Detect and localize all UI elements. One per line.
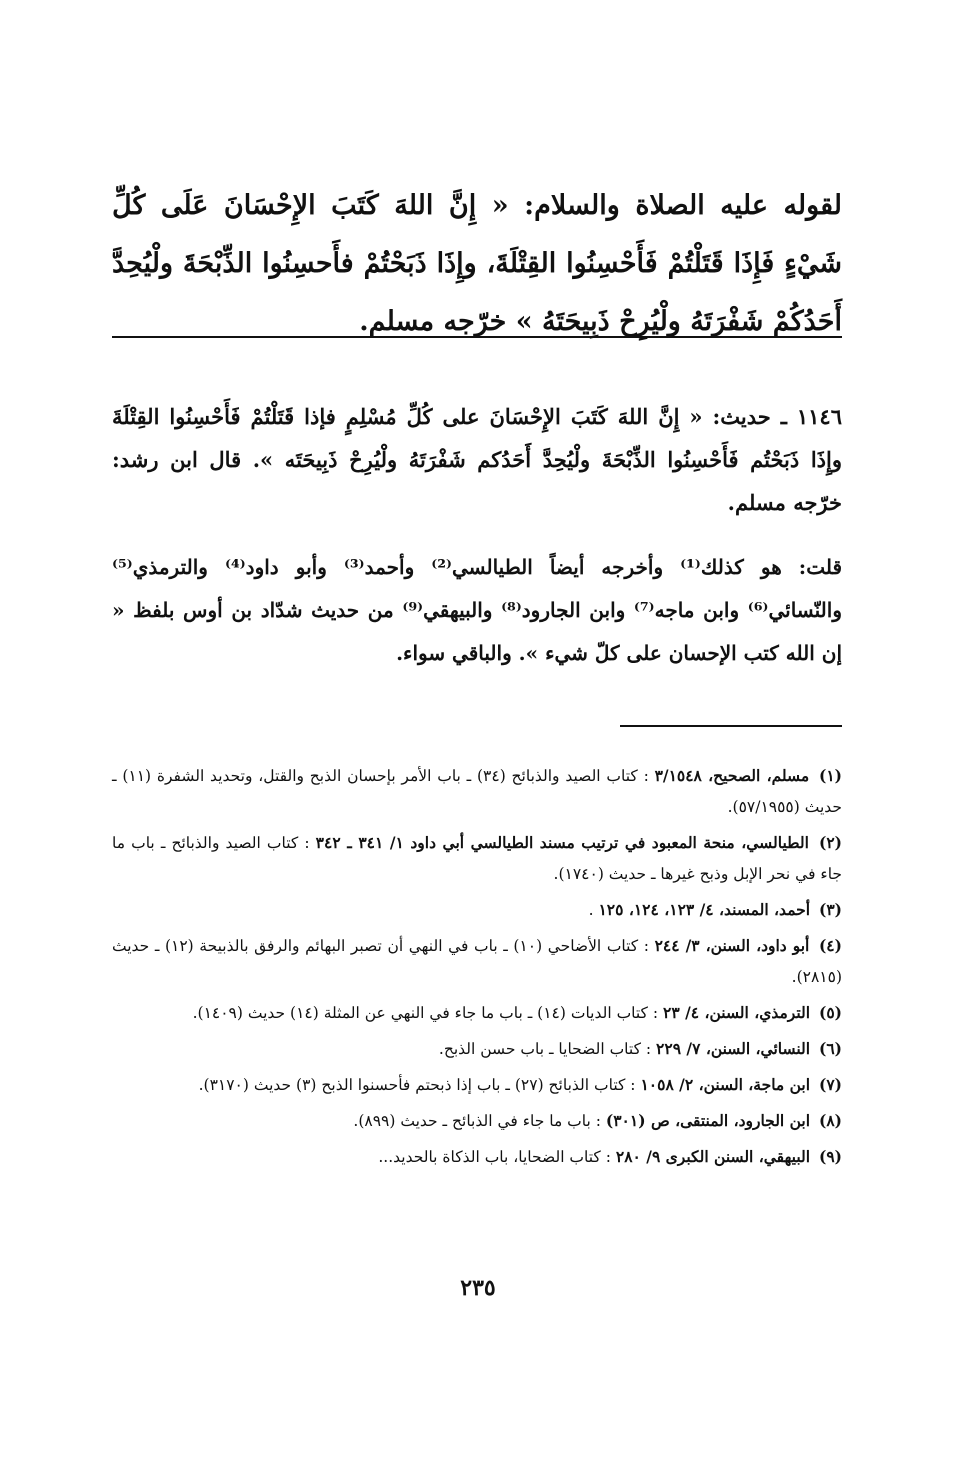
footnote-number: (١) (818, 766, 842, 785)
footnotes-list (112, 760, 842, 1177)
footnote-text: : كتاب الديات (١٤) ـ باب ما جاء في النهي عن المثلة (١٤) حديث (١٤٠٩). (192, 1004, 659, 1022)
footnote-source: الترمذي، السنن، ٤/ ٢٣ (663, 1003, 811, 1022)
footnote-text: : كتاب الذبائح (٢٧) ـ باب إذا ذبحتم فأحسنوا الذبح (٣) حديث (٣١٧٠). (198, 1076, 636, 1094)
footnote-number: (٨) (818, 1111, 842, 1130)
footnote-item (112, 760, 842, 823)
footnote-source: مسلم، الصحيح، ٣/١٥٤٨ (654, 766, 810, 785)
footnote-item (112, 1105, 842, 1137)
footnote-number: (٧) (818, 1075, 842, 1094)
footnote-number: (٥) (818, 1003, 842, 1022)
footnote-source: البيهقي، السنن الكبرى ٩/ ٢٨٠ (615, 1147, 811, 1166)
footnote-number: (٢) (818, 833, 842, 852)
footnote-source: ابن الجارود، المنتقى، ص (٣٠١) (605, 1111, 811, 1130)
hadith-entry-paragraph: ١١٤٦ ـ حديث: « إِنَّ اللهَ كَتَبَ الإِحْسَانَ على كُلِّ مُسْلِمٍ فإذا قَتَلْتُمْ فَأَحْسِنُوا القِتْلَةَ وإِذَا ذَبَحْتُم فَأَحْسِنُوا الذِّبْحَةَ ولْيُحِدَّ أَحَدُكم شَفْرَتَهُ ولْيُرِحْ ذَبِيحَتَه ». قال ابن رشد: خرّجه مسلم. (112, 404, 842, 515)
footnote-number: (٩) (818, 1147, 842, 1166)
footnote-text: : كتاب الضحايا، باب الذكاة بالحديد... (378, 1148, 611, 1166)
footnote-source: ابن ماجة، السنن، ٢/ ١٠٥٨ (640, 1075, 811, 1094)
footnote-item (112, 1141, 842, 1173)
footnote-source: أحمد، المسند، ٤/ ١٢٣، ١٢٤، ١٢٥ (598, 900, 811, 919)
footnote-divider (620, 725, 842, 727)
section-divider (112, 336, 842, 338)
footnote-text: : كتاب الصيد والذبائح (٣٤) ـ باب الأمر بإحسان الذبح والقتل، وتحديد الشفرة (١١) ـ حديث (٥٧/١٩٥٥). (112, 767, 842, 816)
footnote-item (112, 997, 842, 1029)
footnote-text: : كتاب الصيد والذبائح ـ باب ما جاء في نحر الإبل وذبح غيرها ـ حديث (١٧٤٠). (112, 834, 842, 883)
footnote-source: الطيالسي، منحة المعبود في ترتيب مسند الطيالسي أبي داود ١/ ٣٤١ ـ ٣٤٢ (315, 833, 809, 852)
footnote-item (112, 894, 842, 926)
footnote-item (112, 827, 842, 890)
footnote-number: (٤) (818, 936, 842, 955)
commentary-paragraph: قلت: هو كذلك⁽¹⁾ وأخرجه أيضاً الطيالسي⁽²⁾ وأحمد⁽³⁾ وأبو داود⁽⁴⁾ والترمذي⁽⁵⁾ والنّسائي⁽⁶⁾ وابن ماجه⁽⁷⁾ وابن الجارود⁽⁸⁾ والبيهقي⁽⁹⁾ من حديث شدّاد بن أوس بلفظ « إن الله كتب الإحسان على كلّ شيء ». والباقي سواء. (112, 555, 843, 665)
footnote-number: (٦) (818, 1039, 842, 1058)
footnote-source: أبو داود، السنن، ٣/ ٢٤٤ (654, 936, 810, 955)
footnote-item (112, 1033, 842, 1065)
footnote-item (112, 1069, 842, 1101)
page-number: ٢٣٥ (460, 1275, 496, 1301)
footnote-item (112, 930, 842, 993)
footnote-number: (٣) (818, 900, 842, 919)
footnote-text: : كتاب الأضاحي (١٠) ـ باب في النهي أن تصبر البهائم والرفق بالذبيحة (١٢) ـ حديث (٢٨١٥). (112, 937, 842, 986)
footnote-text: : باب ما جاء في الذبائح ـ حديث (٨٩٩). (353, 1112, 601, 1130)
footnote-text: . (588, 901, 594, 919)
intro-paragraph: لقوله عليه الصلاة والسلام: « إِنَّ اللهَ كَتَبَ الإِحْسَانَ عَلَى كُلِّ شَيْءٍ فَإِذَا قَتَلْتُمْ فَأَحْسِنُوا القِتْلَةَ، وإِذَا ذَبَحْتُمْ فأَحسِنُوا الذِّبْحَةَ ولْيُحِدَّ أَحَدُكُمْ شَفْرَتَهُ ولْيُرِحْ ذَبِيحَتَهُ » خرّجه مسلم. (112, 190, 842, 337)
footnote-text: : كتاب الضحايا ـ باب حسن الذبح. (438, 1040, 652, 1058)
footnote-source: النسائي، السنن، ٧/ ٢٢٩ (656, 1039, 811, 1058)
